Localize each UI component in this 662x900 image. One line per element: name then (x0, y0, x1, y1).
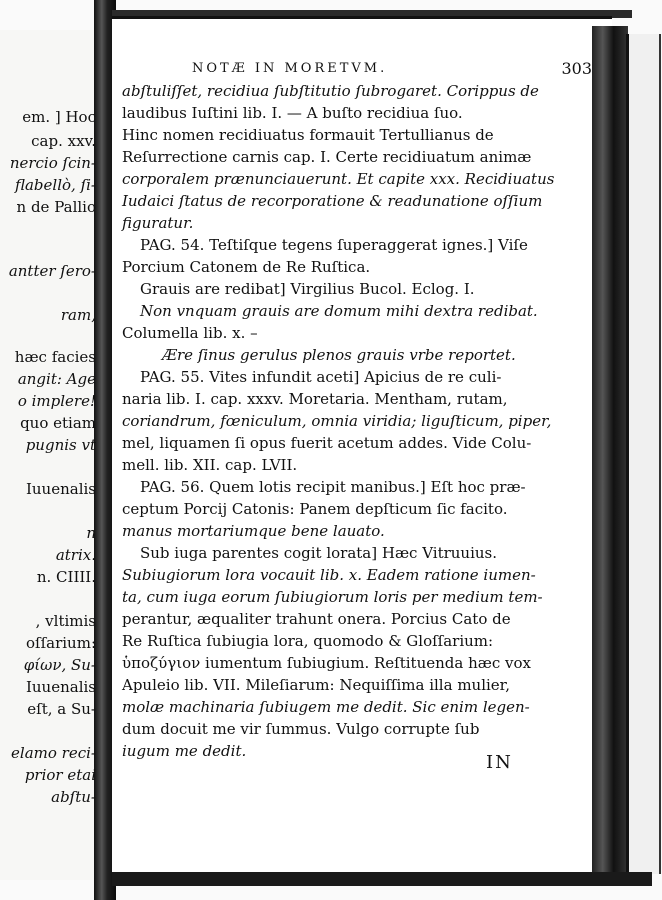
text-line: dum docuit me vir ſummus. Vulgo corrupte ſub (122, 720, 480, 738)
left-fragment: nercio ſcin- (9, 154, 96, 172)
text-line: ceptum Porcij Catonis: Panem depſticum ſic facito. (122, 500, 508, 518)
text-line: abſtuliſſet, recidiua ſubſtitutio ſubrogaret. Corippus de (122, 82, 539, 100)
text-line: ὑποζύγιον iumentum ſubiugium. Reſtituenda hæc vox (122, 654, 531, 672)
page-edge-shadow (592, 26, 628, 874)
text-line: Columella lib. x. – (122, 324, 258, 342)
left-fragment: Iuuenalis (25, 678, 96, 696)
page-edge (626, 34, 661, 874)
page-bottom-shadow (112, 872, 652, 886)
catchword: IN (486, 752, 513, 773)
page-text (122, 58, 592, 762)
left-fragment: em. ] Hoc (22, 108, 96, 126)
text-line: PAG. 56. Quem lotis recipit manibus.] Eſt hoc præ- (140, 478, 526, 496)
text-line: corporalem prænunciauerunt. Et capite xxx. Recidiuatus (122, 170, 555, 188)
left-fragment: Iuuenalis (25, 480, 96, 498)
page-number: 303 (561, 59, 592, 78)
text-line: ta, cum iuga eorum ſubiugiorum loris per medium tem- (122, 588, 543, 606)
text-line: Apuleio lib. VII. Mileſiarum: Nequiſſima illa mulier, (122, 676, 510, 694)
left-fragment: abſtu- (51, 788, 96, 806)
text-line: Porcium Catonem de Re Ruſtica. (122, 258, 371, 276)
text-line: Iudaici ſtatus de recorporatione & readunatione oſſium (122, 192, 543, 210)
left-fragment: antter ſero- (8, 262, 96, 280)
left-fragment: ram, (60, 306, 96, 324)
left-fragment: pugnis vt (25, 436, 96, 454)
text-line: PAG. 55. Vites infundit aceti] Apicius de re culi- (140, 368, 502, 386)
text-line: Reſurrectione carnis cap. I. Certe recidiuatum animæ (122, 148, 532, 166)
text-line: PAG. 54. Teſtiſque tegens ſuperaggerat ignes.] Viſe (140, 236, 528, 254)
text-line: coriandrum, fœniculum, omnia viridia; liguſticum, piper, (122, 412, 552, 430)
left-fragment: n (86, 524, 96, 542)
text-line: mell. lib. XII. cap. LVII. (122, 456, 298, 474)
left-fragment: φίων, Su- (23, 656, 96, 674)
left-fragment: eſt, a Su- (27, 700, 96, 718)
text-line: Ære ſinus gerulus plenos grauis vrbe reportet. (162, 346, 516, 364)
text-line: Sub iuga parentes cogit lorata] Hæc Vitruuius. (140, 544, 498, 562)
left-fragment: elamo reci- (11, 744, 96, 762)
text-line: manus mortariumque bene lauato. (122, 522, 385, 540)
text-line: figuratur. (122, 214, 194, 232)
running-title: NOTÆ IN MORETVM. (192, 61, 388, 76)
left-fragment: n. CIIII. (36, 568, 96, 586)
text-line: mel, liquamen ſi opus fuerit acetum addes. Vide Colu- (122, 434, 532, 452)
left-fragment: , vltimis (35, 612, 96, 630)
text-line: Non vnquam grauis are domum mihi dextra redibat. (140, 302, 538, 320)
text-line: Grauis are redibat] Virgilius Bucol. Eclog. I. (140, 280, 475, 298)
text-line: Re Ruſtica ſubiugia lora, quomodo & Gloſſarium: (122, 632, 494, 650)
left-fragment: cap. xxv. (31, 132, 96, 150)
text-line: molæ machinaria ſubiugem me dedit. Sic enim legen- (122, 698, 530, 716)
left-fragment: prior etai (24, 766, 96, 784)
left-fragment: o implere! (17, 392, 96, 410)
text-line: Subiugiorum lora vocauit lib. x. Eadem ratione iumen- (122, 566, 536, 584)
left-fragment: oſſarium: (26, 634, 96, 652)
running-header (122, 58, 592, 80)
text-line: Hinc nomen recidiuatus formauit Tertullianus de (122, 126, 494, 144)
left-fragment: atrix. (55, 546, 96, 564)
left-fragment: flabellò, ſi- (14, 176, 96, 194)
left-fragment: hæc facies (14, 348, 96, 366)
left-fragment: quo etiam (20, 414, 96, 432)
left-fragment: angit: Age (17, 370, 96, 388)
text-line: iugum me dedit. (122, 742, 247, 760)
text-line: laudibus Iuſtini lib. I. — A buſto recidiua ſuo. (122, 104, 463, 122)
text-line: naria lib. I. cap. xxxv. Moretaria. Mentham, rutam, (122, 390, 508, 408)
text-line: perantur, æqualiter trahunt onera. Porcius Cato de (122, 610, 511, 628)
left-fragment: n de Pallio (16, 198, 96, 216)
